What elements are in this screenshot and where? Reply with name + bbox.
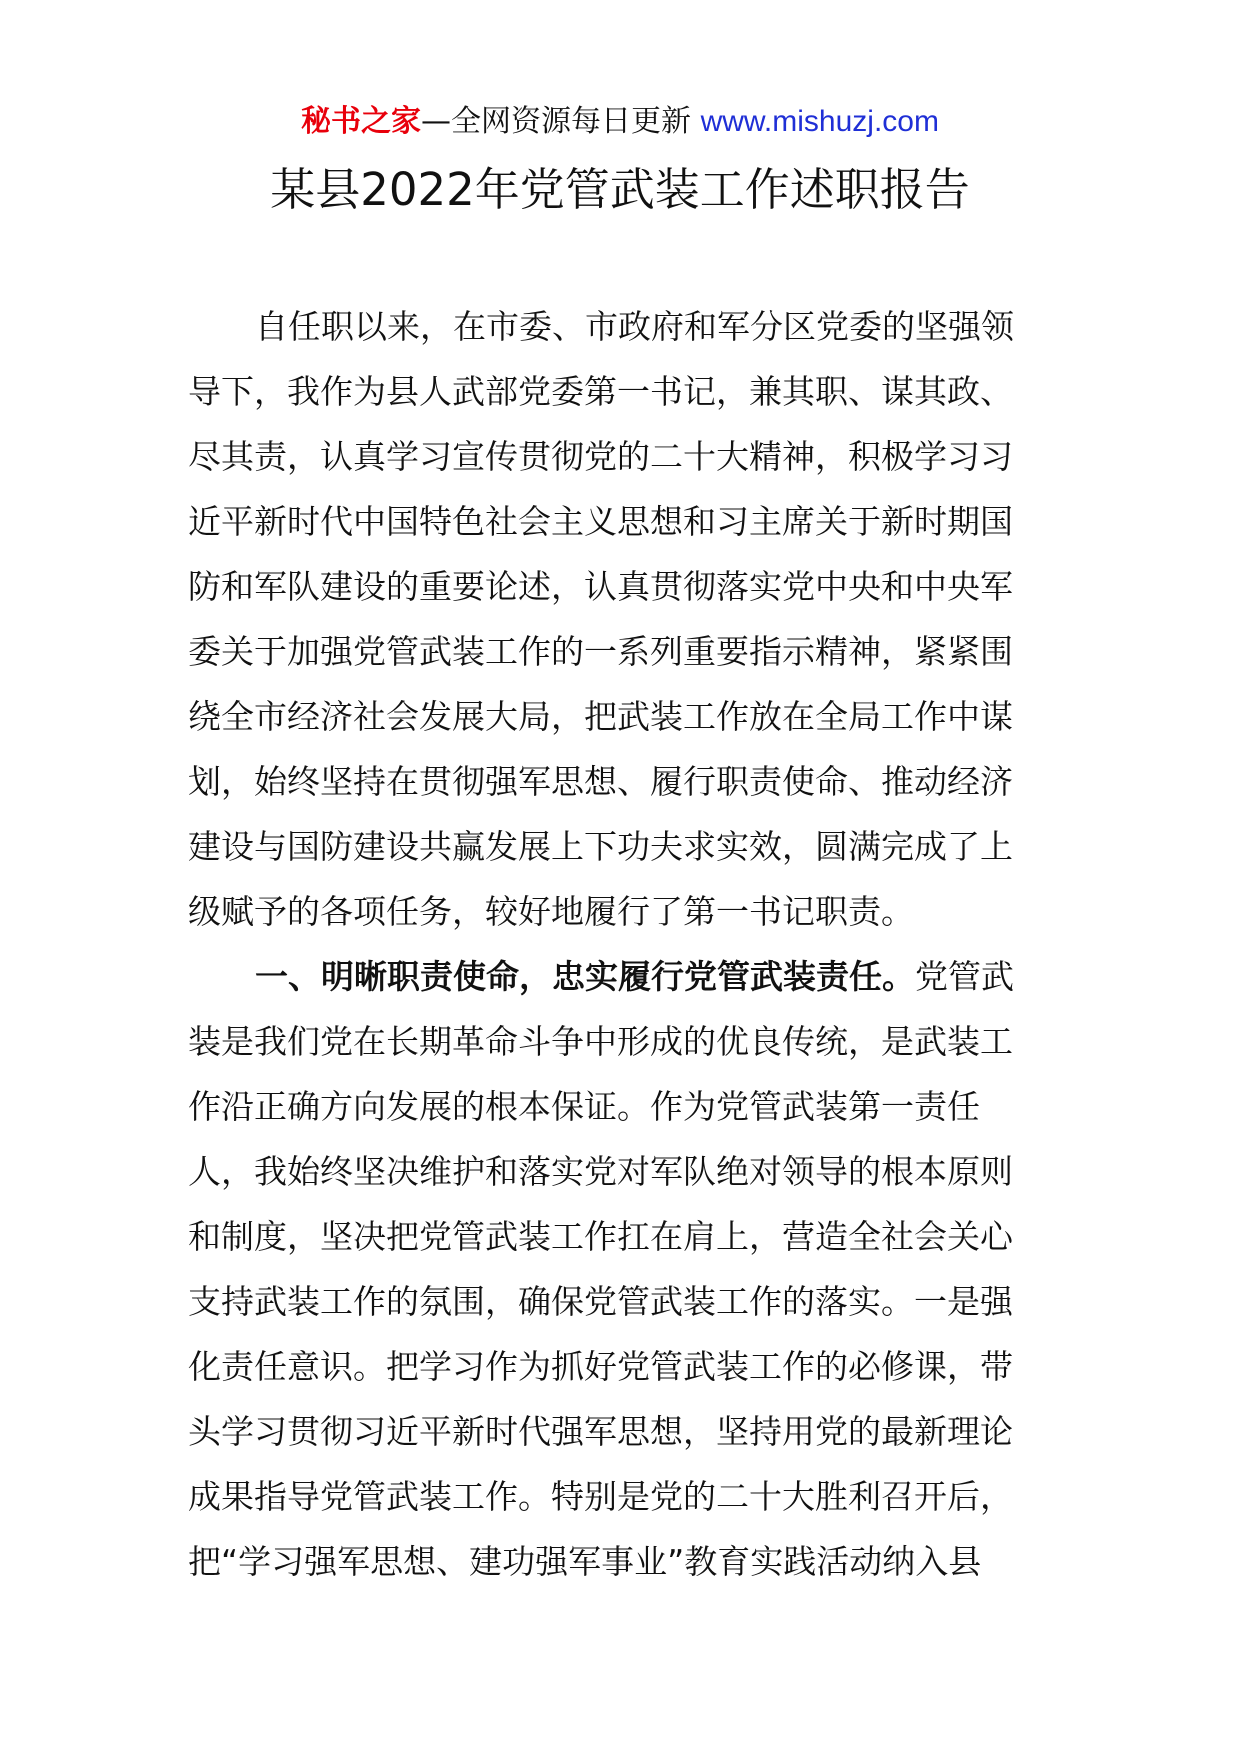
paragraph-line: 人，我始终坚决维护和落实党对军队绝对领导的根本原则 [188,1152,1013,1191]
paragraph-line: 自任职以来，在市委、市政府和军分区党委的坚强领 [255,307,1014,346]
section-heading: 一、明晰职责使命，忠实履行党管武装责任。 [255,957,915,996]
document-title: 某县2022年党管武装工作述职报告 [270,163,970,216]
paragraph-line: 尽其责，认真学习宣传贯彻党的二十大精神，积极学习习 [188,437,1013,476]
paragraph-line: 导下，我作为县人武部党委第一书记，兼其职、谋其政、 [188,372,1013,411]
paragraph-line: 建设与国防建设共赢发展上下功夫求实效，圆满完成了上 [188,827,1013,866]
paragraph-line: 支持武装工作的氛围，确保党管武装工作的落实。一是强 [188,1282,1013,1321]
site-header [0,100,1240,144]
site-url-link[interactable]: www.mishuzj.com [700,105,939,138]
site-slogan: —全网资源每日更新 [421,104,701,139]
paragraph-line: 把“学习强军思想、建功强军事业”教育实践活动纳入县 [188,1542,982,1581]
paragraph-line: 和制度，坚决把党管武装工作扛在肩上，营造全社会关心 [188,1217,1013,1256]
paragraph-line: 近平新时代中国特色社会主义思想和习主席关于新时期国 [188,502,1013,541]
paragraph-line: 作沿正确方向发展的根本保证。作为党管武装第一责任 [188,1087,980,1126]
section-heading-line [188,944,1054,1009]
paragraph-line: 成果指导党管武装工作。特别是党的二十大胜利召开后， [188,1477,1013,1516]
paragraph-line: 委关于加强党管武装工作的一系列重要指示精神，紧紧围 [188,632,1013,671]
paragraph-line: 装是我们党在长期革命斗争中形成的优良传统，是武装工 [188,1022,1013,1061]
document-body [188,294,1054,1594]
section-heading-continuation: 党管武 [915,957,1014,996]
paragraph-line: 化责任意识。把学习作为抓好党管武装工作的必修课，带 [188,1347,1013,1386]
site-name: 秘书之家 [301,104,422,139]
paragraph-line: 防和军队建设的重要论述，认真贯彻落实党中央和中央军 [188,567,1013,606]
paragraph-line: 级赋予的各项任务，较好地履行了第一书记职责。 [188,892,914,931]
paragraph-line: 绕全市经济社会发展大局，把武装工作放在全局工作中谋 [188,697,1013,736]
paragraph-line: 划，始终坚持在贯彻强军思想、履行职责使命、推动经济 [188,762,1013,801]
paragraph-line: 头学习贯彻习近平新时代强军思想，坚持用党的最新理论 [188,1412,1013,1451]
